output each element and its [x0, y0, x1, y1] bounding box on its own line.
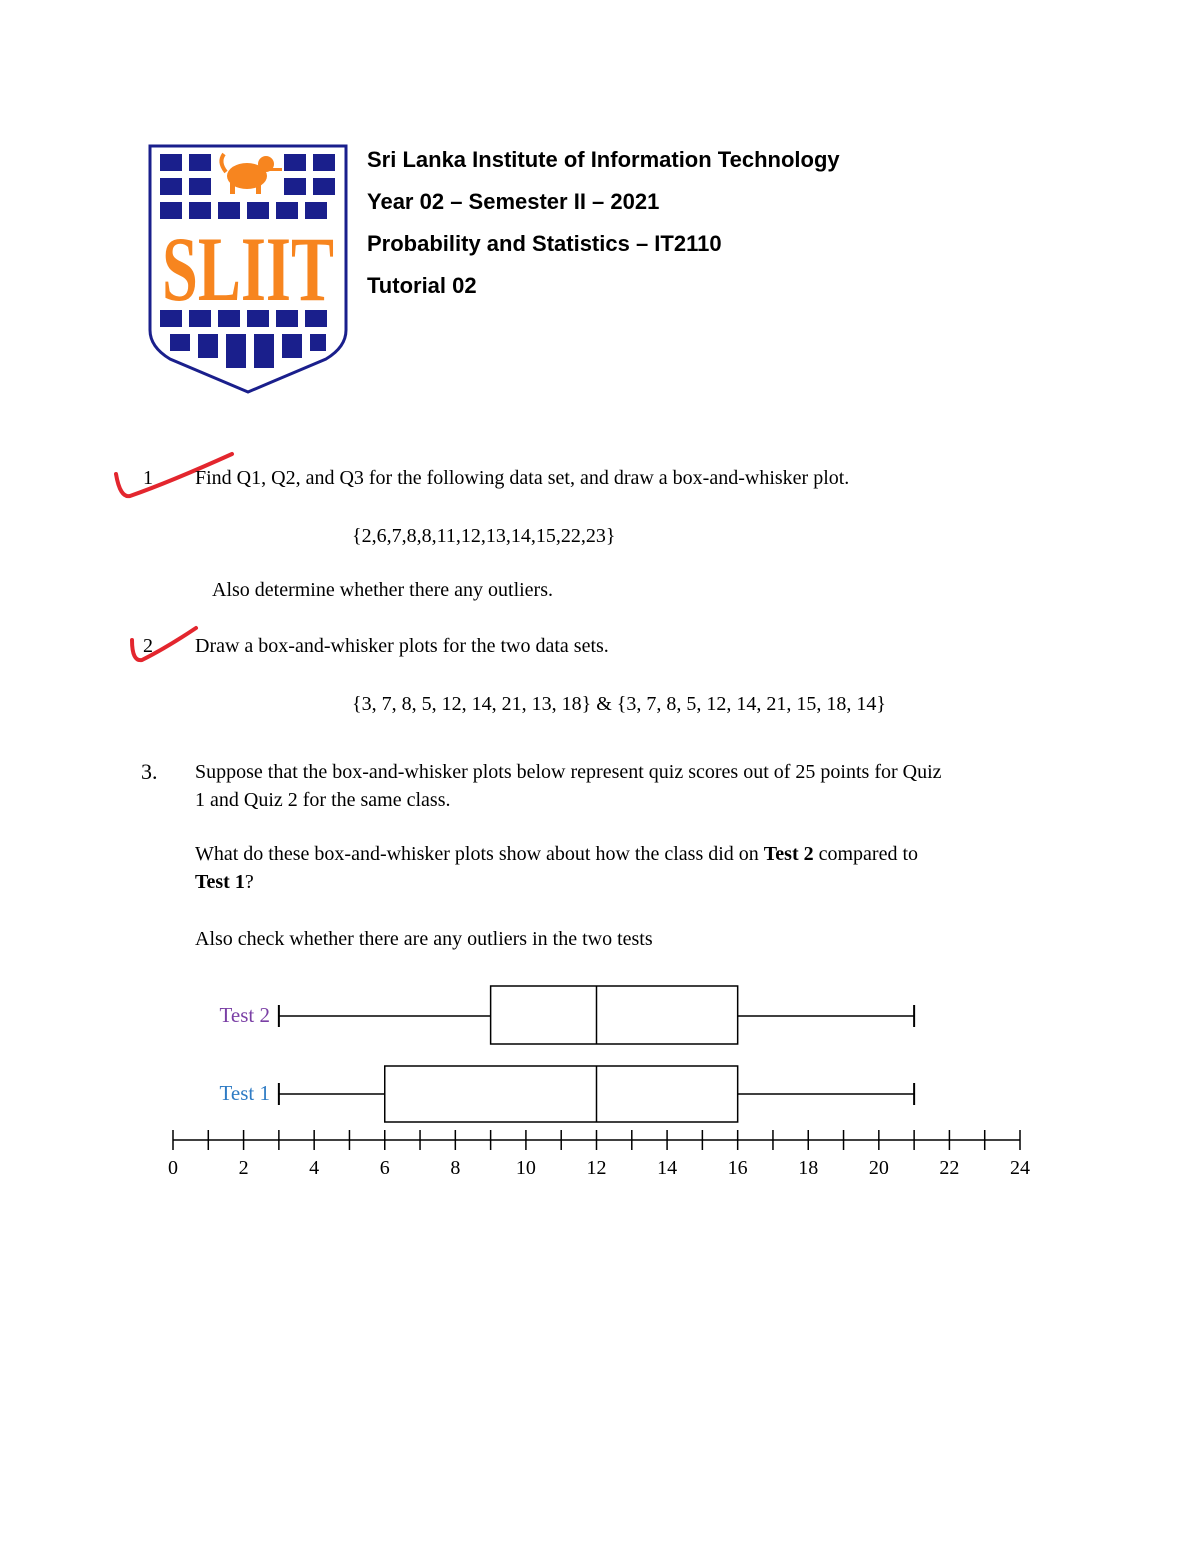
- x-tick-label: 22: [939, 1157, 960, 1179]
- x-tick-label: 12: [586, 1157, 607, 1179]
- q2-number: 2: [143, 635, 153, 657]
- test-2-box: [491, 986, 738, 1044]
- sliit-logo: [146, 142, 350, 394]
- test-2-label: Test 2: [219, 1003, 270, 1027]
- svg-text:SLIIT: SLIIT: [162, 218, 334, 320]
- q3-ask-c: compared to: [813, 843, 919, 865]
- box-whisker-chart: [0, 970, 1200, 1200]
- tutorial-title: Tutorial 02: [367, 273, 477, 298]
- q1-number: 1: [143, 467, 153, 489]
- q2-data-sets: {3, 7, 8, 5, 12, 14, 21, 13, 18} & {3, 7, 8, 5, 12, 14, 21, 15, 18, 14}: [352, 693, 886, 715]
- x-tick-label: 2: [238, 1157, 249, 1179]
- q3-ask-a: What do these box-and-whisker plots show about how the class did on: [195, 843, 764, 865]
- q1-data-set: {2,6,7,8,8,11,12,13,14,15,22,23}: [352, 525, 616, 547]
- x-tick-label: 24: [1010, 1157, 1030, 1179]
- q1-text: Find Q1, Q2, and Q3 for the following data set, and draw a box-and-whisker plot.: [195, 467, 850, 489]
- year-semester: Year 02 – Semester II – 2021: [367, 189, 660, 214]
- x-tick-label: 0: [168, 1157, 178, 1179]
- q3-ask-e: ?: [244, 871, 254, 893]
- x-tick-label: 16: [727, 1157, 748, 1179]
- x-tick-label: 6: [379, 1157, 390, 1179]
- q3-test2-bold: Test 2: [763, 843, 814, 865]
- x-tick-label: 8: [450, 1157, 461, 1179]
- q2-text: Draw a box-and-whisker plots for the two data sets.: [195, 635, 609, 657]
- x-tick-label: 18: [798, 1157, 819, 1179]
- q3-number: 3.: [141, 759, 158, 784]
- q3-line2: 1 and Quiz 2 for the same class.: [195, 789, 451, 811]
- test-1-label: Test 1: [219, 1081, 270, 1105]
- course-title: Probability and Statistics – IT2110: [367, 231, 722, 256]
- q1-followup: Also determine whether there any outliers.: [212, 579, 553, 601]
- x-tick-label: 10: [515, 1157, 536, 1179]
- x-tick-label: 14: [657, 1157, 678, 1179]
- x-tick-label: 20: [868, 1157, 889, 1179]
- x-tick-label: 4: [309, 1157, 320, 1179]
- q3-line1: Suppose that the box-and-whisker plots below represent quiz scores out of 25 points for Quiz: [195, 761, 942, 783]
- test-1-box: [385, 1066, 738, 1122]
- check-mark-icon: [126, 622, 206, 666]
- q3-question-cont: [195, 871, 254, 894]
- institute-name: Sri Lanka Institute of Information Technology: [367, 147, 840, 172]
- q3-test1-bold: Test 1: [195, 871, 245, 893]
- q3-outliers: Also check whether there are any outliers in the two tests: [195, 928, 653, 950]
- q3-question: [195, 843, 918, 866]
